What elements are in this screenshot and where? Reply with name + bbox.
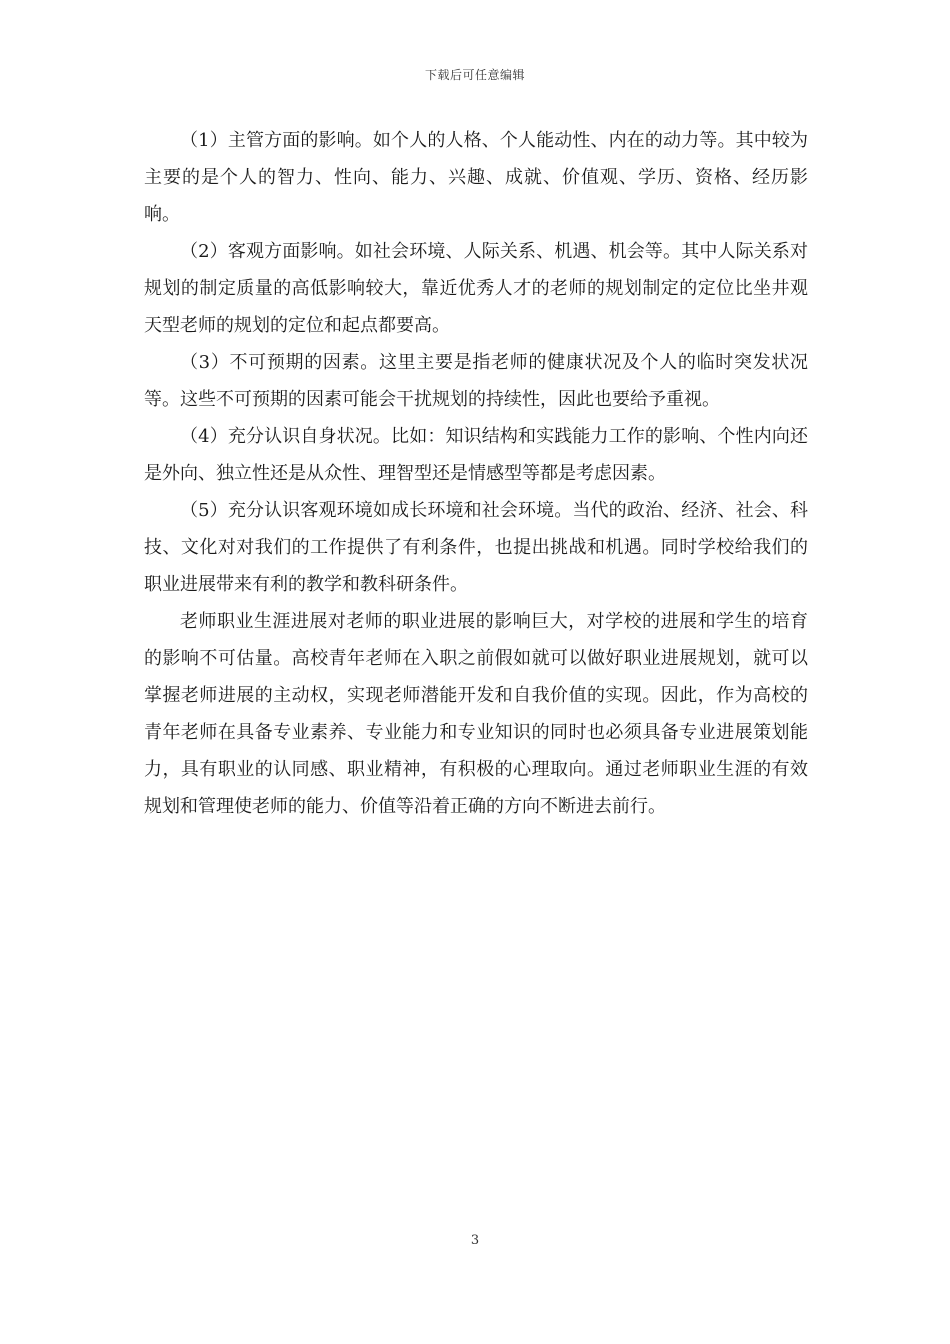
paragraph-1: （1）主管方面的影响。如个人的人格、个人能动性、内在的动力等。其中较为主要的是个人的智力、性向、能力、兴趣、成就、价值观、学历、资格、经历影响。 bbox=[144, 130, 808, 225]
paragraph-3: （3）不可预期的因素。这里主要是指老师的健康状况及个人的临时突发状况等。这些不可预期的因素可能会干扰规划的持续性，因此也要给予重视。 bbox=[144, 352, 808, 410]
page-number: 3 bbox=[470, 1233, 480, 1248]
document-body bbox=[144, 122, 808, 825]
paragraph-2: （2）客观方面影响。如社会环境、人际关系、机遇、机会等。其中人际关系对规划的制定质量的高低影响较大，靠近优秀人才的老师的规划制定的定位比坐井观天型老师的规划的定位和起点都要高。 bbox=[144, 241, 808, 336]
page-header: 下载后可任意编辑 bbox=[424, 68, 525, 82]
paragraph-5: （5）充分认识客观环境如成长环境和社会环境。当代的政治、经济、社会、科技、文化对对我们的工作提供了有利条件，也提出挑战和机遇。同时学校给我们的职业进展带来有利的教学和教科研条件。 bbox=[144, 500, 808, 595]
paragraph-6: 老师职业生涯进展对老师的职业进展的影响巨大，对学校的进展和学生的培育的影响不可估量。高校青年老师在入职之前假如就可以做好职业进展规划，就可以掌握老师进展的主动权，实现老师潜能开发和自我价值的实现。因此，作为高校的青年老师在具备专业素养、专业能力和专业知识的同时也必须具备专业进展策划能力，具有职业的认同感、职业精神，有积极的心理取向。通过老师职业生涯的有效规划和管理使老师的能力、价值等沿着正确的方向不断进去前行。 bbox=[144, 611, 808, 817]
paragraph-4: （4）充分认识自身状况。比如：知识结构和实践能力工作的影响、个性内向还是外向、独立性还是从众性、理智型还是情感型等都是考虑因素。 bbox=[144, 426, 808, 484]
